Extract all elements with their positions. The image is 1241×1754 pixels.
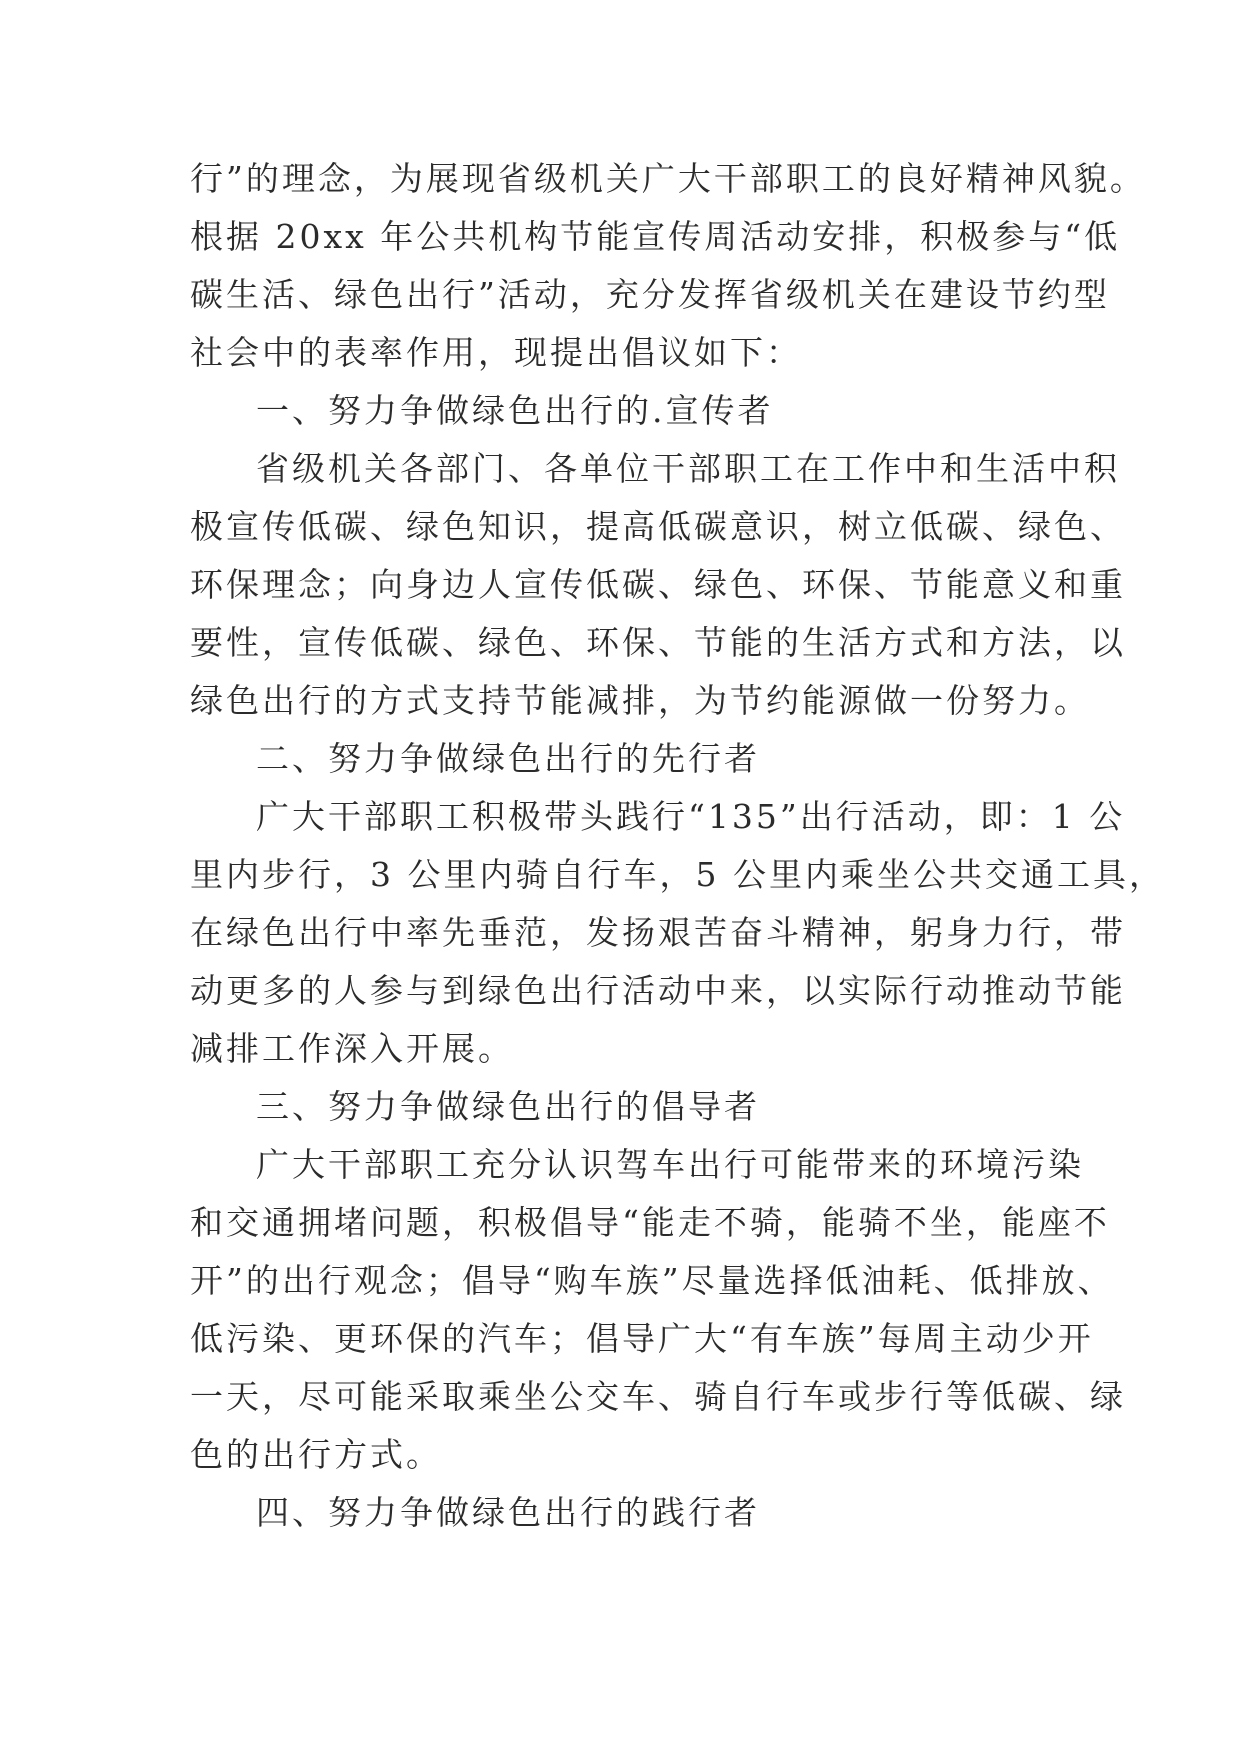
text-line: 环保理念；向身边人宣传低碳、绿色、环保、节能意义和重 [190,565,1126,604]
text-line: 根据 20xx 年公共机构节能宣传周活动安排，积极参与“低 [190,217,1121,256]
text-line: 和交通拥堵问题，积极倡导“能走不骑，能骑不坐，能座不 [190,1203,1110,1242]
text-line: 广大干部职工积极带头践行“135”出行活动，即：1 公 [256,797,1126,836]
section-heading: 二、努力争做绿色出行的先行者 [256,739,760,778]
text-line: 绿色出行的方式支持节能减排，为节约能源做一份努力。 [190,681,1090,720]
section-heading: 三、努力争做绿色出行的倡导者 [256,1087,760,1126]
text-line: 减排工作深入开展。 [190,1029,514,1068]
text-line: 社会中的表率作用，现提出倡议如下： [190,333,802,372]
text-line: 开”的出行观念；倡导“购车族”尽量选择低油耗、低排放、 [190,1261,1114,1300]
document-page [190,150,1165,1542]
text-line: 碳生活、绿色出行”活动，充分发挥省级机关在建设节约型 [190,275,1110,314]
text-line: 要性，宣传低碳、绿色、环保、节能的生活方式和方法，以 [190,623,1126,662]
text-line: 极宣传低碳、绿色知识，提高低碳意识，树立低碳、绿色、 [190,507,1126,546]
text-line: 行”的理念，为展现省级机关广大干部职工的良好精神风貌。 [190,159,1146,198]
section-heading: 四、努力争做绿色出行的践行者 [256,1493,760,1532]
text-line: 广大干部职工充分认识驾车出行可能带来的环境污染 [256,1145,1084,1184]
section-heading: 一、努力争做绿色出行的.宣传者 [256,391,774,430]
text-line: 省级机关各部门、各单位干部职工在工作中和生活中积 [256,449,1120,488]
text-line: 色的出行方式。 [190,1435,442,1474]
text-line: 动更多的人参与到绿色出行活动中来，以实际行动推动节能 [190,971,1126,1010]
text-line: 里内步行，3 公里内骑自行车，5 公里内乘坐公共交通工具， [190,855,1165,894]
text-line: 低污染、更环保的汽车；倡导广大“有车族”每周主动少开 [190,1319,1094,1358]
text-line: 在绿色出行中率先垂范，发扬艰苦奋斗精神，躬身力行，带 [190,913,1126,952]
text-line: 一天，尽可能采取乘坐公交车、骑自行车或步行等低碳、绿 [190,1377,1126,1416]
